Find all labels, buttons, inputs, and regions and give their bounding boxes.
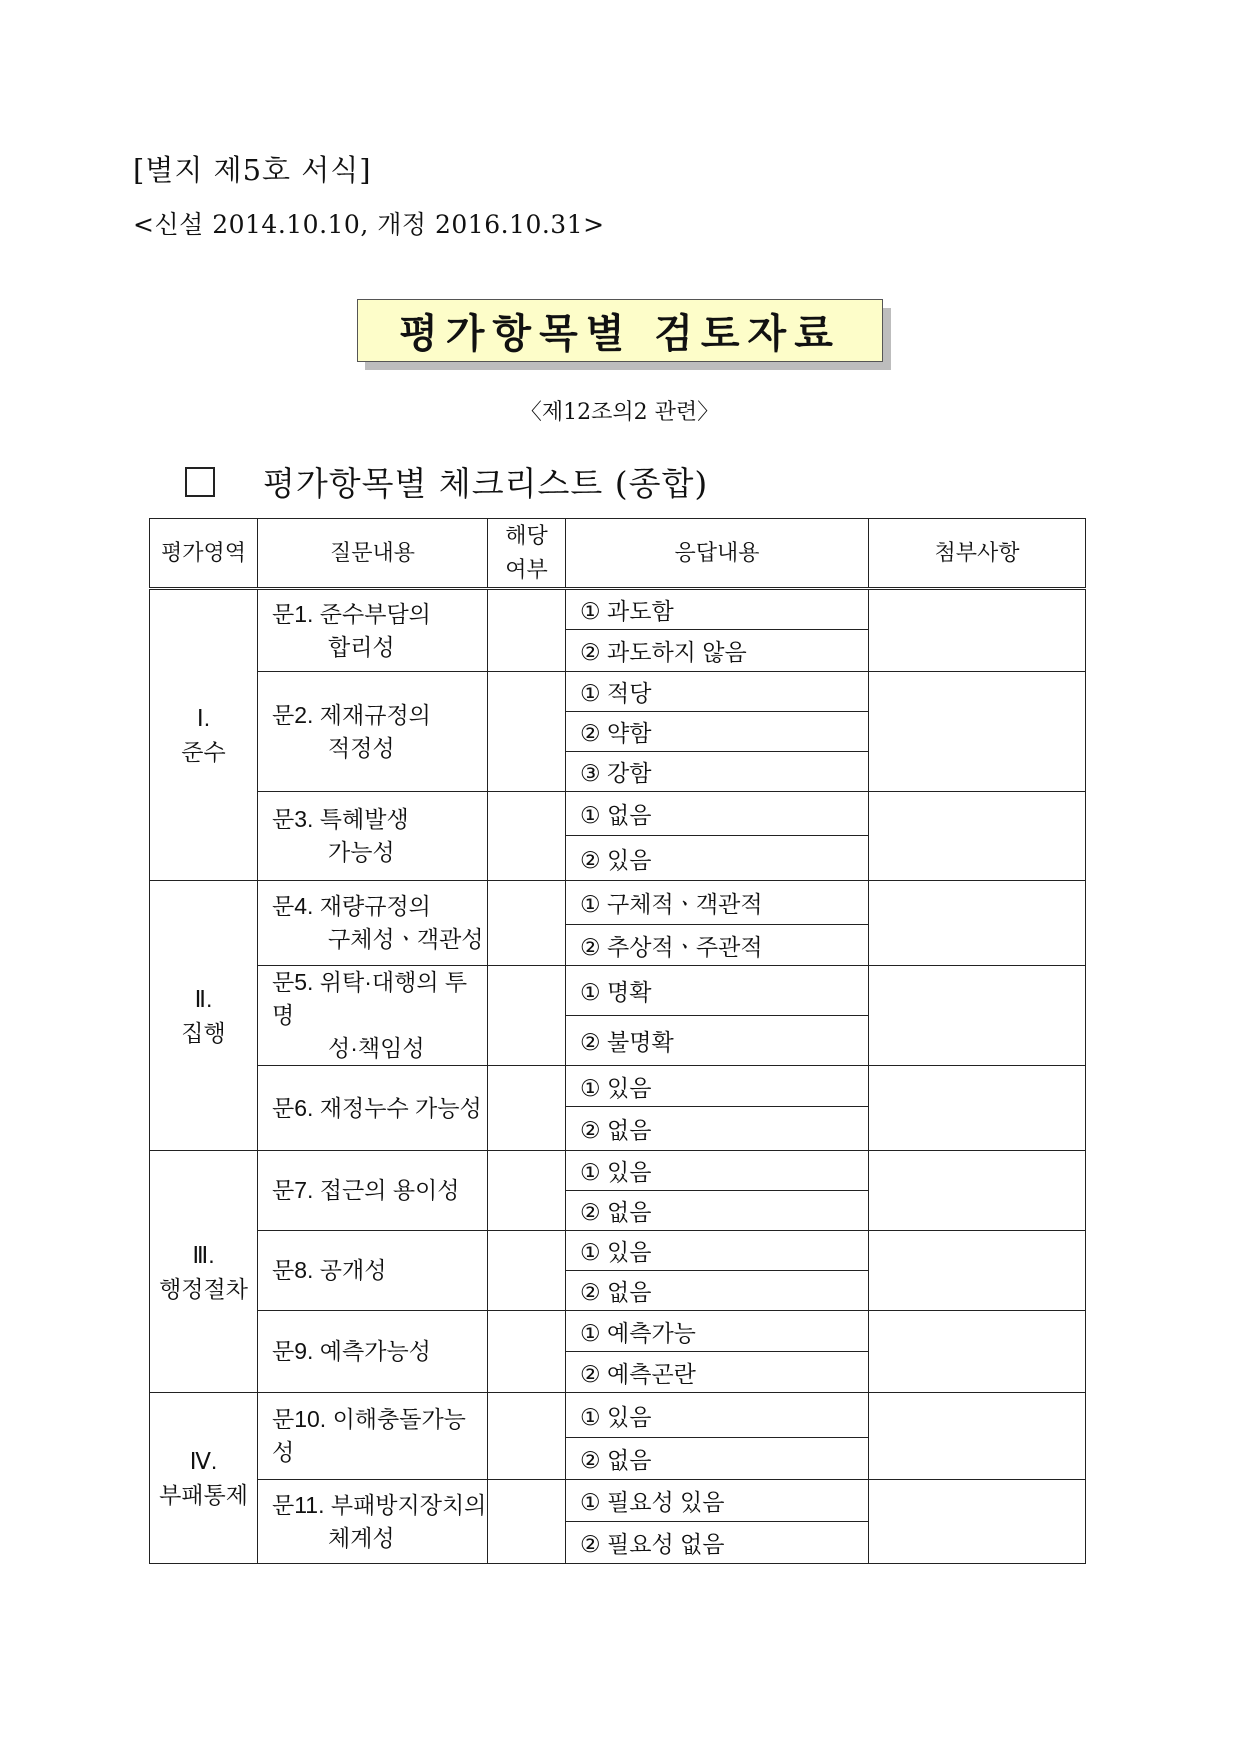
table-row [150, 1393, 1086, 1438]
table-row [150, 672, 1086, 712]
header-applicable-line1: 해당 [505, 523, 548, 548]
question-cell [258, 672, 488, 792]
attachment-cell[interactable] [869, 1151, 1086, 1231]
attachment-cell[interactable] [869, 589, 1086, 672]
question-text-cont: 성·책임성 [328, 1035, 425, 1061]
header-attachment: 첨부사항 [869, 519, 1086, 589]
table-row [150, 1066, 1086, 1107]
answer-option[interactable]: ① 있음 [566, 1393, 869, 1438]
applicable-cell[interactable] [488, 672, 566, 792]
question-text-cont: 구체성ㆍ객관성 [328, 926, 484, 952]
applicable-cell[interactable] [488, 1480, 566, 1564]
answer-option[interactable]: ② 불명확 [566, 1016, 869, 1066]
question-cell [258, 1311, 488, 1393]
answer-option[interactable]: ① 필요성 있음 [566, 1480, 869, 1522]
attachment-cell[interactable] [869, 1066, 1086, 1151]
area-cell [150, 1151, 258, 1393]
area-number: Ⅳ. [189, 1448, 218, 1474]
attachment-cell[interactable] [869, 881, 1086, 966]
answer-option[interactable]: ① 없음 [566, 792, 869, 836]
answer-option[interactable]: ① 명확 [566, 966, 869, 1016]
question-cell [258, 1480, 488, 1564]
table-row [150, 792, 1086, 836]
checkbox-square-icon [185, 467, 215, 497]
question-cell [258, 881, 488, 966]
attachment-cell[interactable] [869, 1311, 1086, 1393]
applicable-cell[interactable] [488, 966, 566, 1066]
question-text-cont: 합리성 [328, 633, 395, 660]
answer-option[interactable]: ① 있음 [566, 1066, 869, 1107]
question-cell [258, 966, 488, 1066]
question-text: 문5. 위탁·대행의 투명 [272, 969, 468, 1028]
area-cell [150, 1393, 258, 1564]
applicable-cell[interactable] [488, 792, 566, 881]
answer-option[interactable]: ② 과도하지 않음 [566, 630, 869, 672]
question-cell [258, 1066, 488, 1151]
question-text: 문7. 접근의 용이성 [272, 1177, 460, 1203]
applicable-cell[interactable] [488, 1231, 566, 1311]
table-row [150, 1480, 1086, 1522]
attachment-cell[interactable] [869, 966, 1086, 1066]
answer-option[interactable]: ② 없음 [566, 1438, 869, 1480]
header-answer: 응답내용 [566, 519, 869, 589]
area-cell [150, 589, 258, 881]
question-text-cont: 가능성 [328, 839, 395, 865]
checklist-table [149, 518, 1086, 1564]
answer-option[interactable]: ① 있음 [566, 1151, 869, 1191]
table-row [150, 881, 1086, 925]
question-text: 문1. 준수부담의 [272, 600, 431, 627]
attachment-cell[interactable] [869, 792, 1086, 881]
answer-option[interactable]: ② 필요성 없음 [566, 1522, 869, 1564]
question-cell [258, 1151, 488, 1231]
header-applicable-line2: 여부 [505, 557, 548, 582]
answer-option[interactable]: ① 있음 [566, 1231, 869, 1271]
answer-option[interactable]: ① 적당 [566, 672, 869, 712]
applicable-cell[interactable] [488, 1311, 566, 1393]
area-number: Ⅲ. [192, 1241, 215, 1268]
header-area: 평가영역 [150, 519, 258, 589]
form-label: [별지 제5호 서식] [133, 153, 372, 187]
answer-option[interactable]: ① 구체적ㆍ객관적 [566, 881, 869, 925]
section-heading [185, 458, 708, 505]
answer-option[interactable]: ② 예측곤란 [566, 1352, 869, 1393]
question-cell [258, 1231, 488, 1311]
answer-option[interactable]: ③ 강함 [566, 752, 869, 792]
area-name: 부패통제 [159, 1482, 248, 1508]
area-number: Ⅰ. [196, 705, 211, 731]
table-row [150, 1151, 1086, 1191]
attachment-cell[interactable] [869, 1393, 1086, 1480]
question-text: 문2. 제재규정의 [272, 701, 431, 728]
question-text: 문6. 재정누수 가능성 [272, 1094, 482, 1121]
question-text: 문9. 예측가능성 [272, 1338, 431, 1364]
attachment-cell[interactable] [869, 672, 1086, 792]
question-text: 문10. 이해충돌가능성 [272, 1406, 466, 1465]
question-cell [258, 792, 488, 881]
question-text: 문8. 공개성 [272, 1257, 387, 1283]
applicable-cell[interactable] [488, 1393, 566, 1480]
attachment-cell[interactable] [869, 1480, 1086, 1564]
area-name: 준수 [181, 739, 226, 765]
area-number: Ⅱ. [194, 985, 213, 1012]
answer-option[interactable]: ② 없음 [566, 1107, 869, 1151]
table-row [150, 1311, 1086, 1352]
question-cell [258, 1393, 488, 1480]
answer-option[interactable]: ② 약함 [566, 712, 869, 752]
header-applicable [488, 519, 566, 589]
table-row [150, 1231, 1086, 1271]
revision-note: <신설 2014.10.10, 개정 2016.10.31> [133, 210, 605, 239]
question-text: 문4. 재량규정의 [272, 893, 431, 919]
table-row [150, 589, 1086, 630]
question-cell [258, 589, 488, 672]
related-article: 〈제12조의2 관련〉 [519, 400, 720, 425]
applicable-cell[interactable] [488, 589, 566, 672]
table-header-row [150, 519, 1086, 589]
answer-option[interactable]: ② 없음 [566, 1191, 869, 1231]
question-text-cont: 체계성 [328, 1524, 395, 1551]
applicable-cell[interactable] [488, 1151, 566, 1231]
page-title: 평가항목별 검토자료 [357, 299, 883, 362]
answer-option[interactable]: ① 예측가능 [566, 1311, 869, 1352]
applicable-cell[interactable] [488, 1066, 566, 1151]
answer-option[interactable]: ① 과도함 [566, 589, 869, 630]
title-banner [357, 299, 887, 362]
applicable-cell[interactable] [488, 881, 566, 966]
area-cell [150, 881, 258, 1151]
question-text: 문11. 부패방지장치의 [272, 1491, 487, 1518]
attachment-cell[interactable] [869, 1231, 1086, 1311]
answer-option[interactable]: ② 있음 [566, 836, 869, 881]
table-row [150, 966, 1086, 1016]
section-heading-text: 평가항목별 체크리스트 (종합) [263, 464, 709, 503]
question-text: 문3. 특혜발생 [272, 806, 409, 832]
area-name: 행정절차 [159, 1275, 248, 1302]
answer-option[interactable]: ② 추상적ㆍ주관적 [566, 925, 869, 966]
question-text-cont: 적정성 [328, 734, 395, 761]
area-name: 집행 [181, 1019, 226, 1046]
answer-option[interactable]: ② 없음 [566, 1271, 869, 1311]
header-question: 질문내용 [258, 519, 488, 589]
